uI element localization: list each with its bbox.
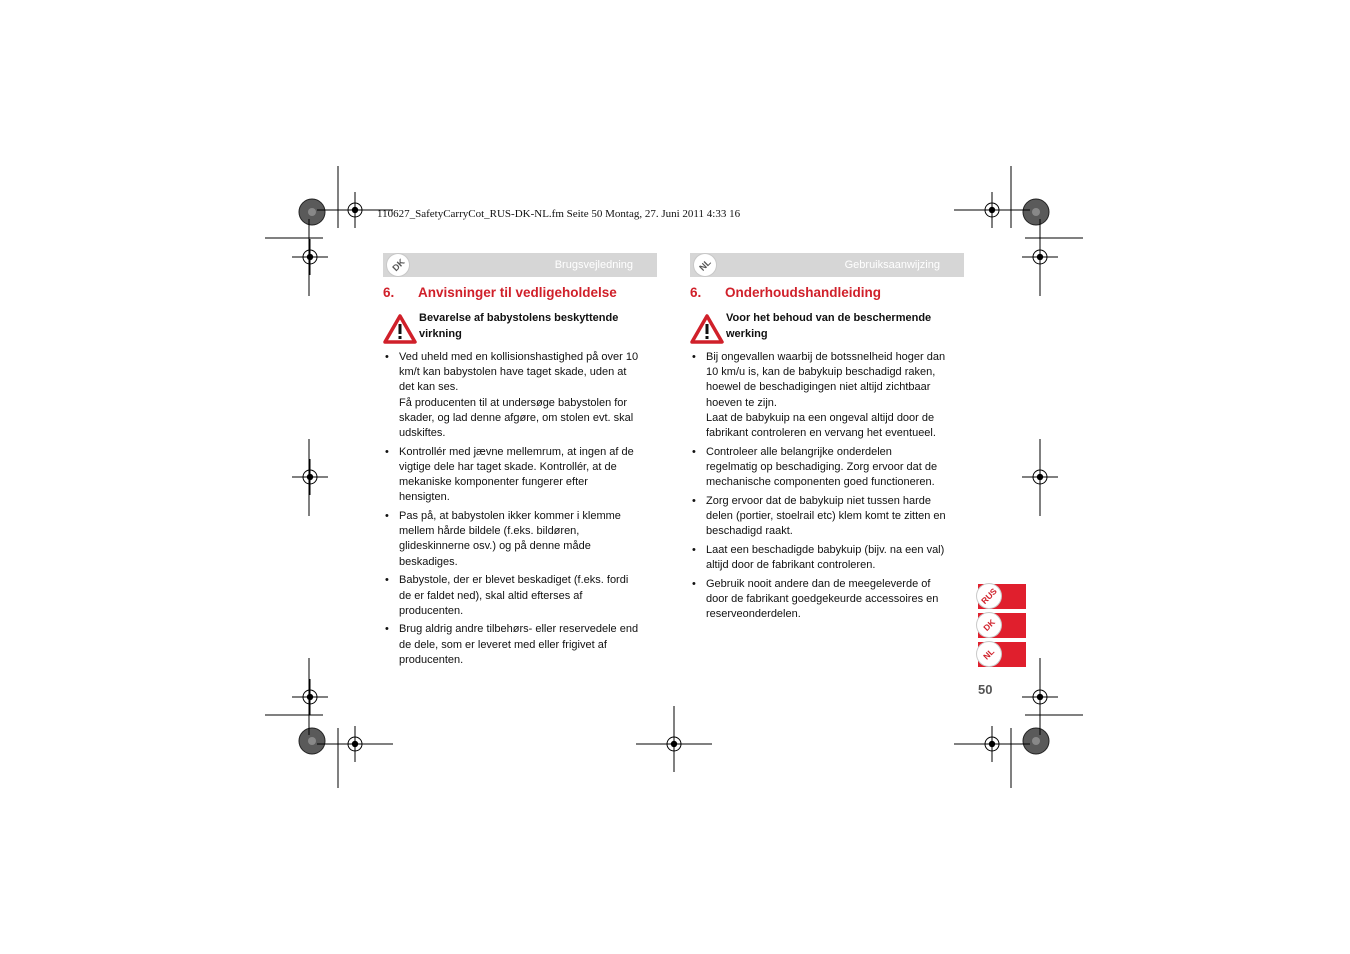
list-item (690, 445, 965, 491)
bar-title: Gebruiksaanwijzing (844, 259, 940, 271)
bullet: • (385, 445, 389, 458)
language-code: RUS (979, 586, 999, 606)
heading-number: 6. (690, 285, 702, 300)
list-item (383, 445, 658, 506)
list-item-text: Zorg ervoor dat de babykuip niet tussen harde delen (portier, stoelrail etc) klem komt te zitten en beschadigd raakt. (706, 494, 946, 538)
language-badge-icon (977, 642, 1001, 666)
instruction-list (690, 350, 965, 622)
list-item-text: Babystole, der er blevet beskadiget (f.eks. fordi de er faldet ned), skal altid efterses af producenten. (399, 574, 629, 617)
language-tab-dk (978, 613, 1026, 638)
bullet: • (692, 351, 696, 363)
list-item (690, 577, 965, 623)
section-heading (383, 285, 658, 300)
heading-number: 6. (383, 285, 395, 300)
warning-triangle-icon (383, 314, 417, 344)
language-code: NL (981, 646, 997, 662)
language-badge-icon (387, 254, 409, 276)
heading-text: Anvisninger til vedligeholdelse (418, 285, 617, 300)
registration-star-icon (1023, 728, 1049, 754)
list-item-text: Ved uheld med en kollisionshastighed på over 10 km/t kan babystolen have taget skade, uden at det kan ses. Få producenten til at undersøge babystolen for skader, og lad denne afgøre, om stolen evt. skal udskiftes. (399, 351, 639, 440)
list-item-text: Pas på, at babystolen ikker kommer i klemme mellem hårde bildele (f.eks. bildøren, glideskinnerne osv.) og på denne måde beskadiges. (399, 510, 621, 568)
bullet: • (692, 494, 696, 507)
list-item-text: Gebruik nooit andere dan de meegeleverde of door de fabrikant goedgekeurde accessoires en reserveonderdelen. (706, 577, 939, 621)
list-item (383, 622, 658, 668)
bullet: • (385, 351, 389, 363)
bullet: • (385, 623, 389, 636)
language-tab-rus (978, 584, 1026, 609)
list-item-text: Bij ongevallen waarbij de botssnelheid hoger dan 10 km/u is, kan de babykuip beschadigd raken, hoewel de beschadigingen niet altijd zichtbaar hoeven te zijn. Laat de babykuip na een ongeval altijd door de fabrikant controleren en vervang het eventueel. (706, 351, 946, 440)
list-item-text: Brug aldrig andre tilbehørs- eller reservedele end de dele, som er leveret med eller frigivet af producenten. (399, 623, 639, 666)
crosshair-icon (292, 239, 328, 275)
warning-block (690, 310, 965, 344)
language-badge-icon (977, 613, 1001, 637)
section-heading (690, 285, 965, 300)
language-tabs (978, 584, 1026, 671)
language-code: DK (389, 256, 407, 274)
page-number: 50 (978, 682, 993, 697)
bullet: • (385, 574, 389, 587)
crosshair-icon (292, 679, 328, 715)
warning-text: Bevarelse af babystolens beskyttende virkning (419, 312, 619, 340)
language-badge-icon (977, 584, 1001, 608)
language-code: NL (697, 257, 713, 273)
list-item (383, 573, 658, 619)
bullet: • (385, 510, 389, 523)
language-code: DK (981, 617, 997, 633)
column-dutch (690, 285, 965, 626)
list-item (690, 494, 965, 540)
warning-triangle-icon (690, 314, 724, 344)
list-item (690, 350, 965, 441)
section-header-bar-left (383, 253, 657, 277)
list-item (383, 350, 658, 441)
column-danish (383, 285, 658, 672)
language-badge-icon (694, 254, 716, 276)
warning-block (383, 310, 658, 344)
registration-star-icon (299, 728, 325, 754)
bullet: • (692, 445, 696, 458)
registration-star-icon (299, 199, 325, 225)
list-item-text: Controleer alle belangrijke onderdelen regelmatig op beschadiging. Zorg ervoor dat de mechanische componenten goed functioneren. (706, 445, 938, 489)
warning-text: Voor het behoud van de beschermende werking (726, 312, 932, 340)
section-header-bar-right (690, 253, 964, 277)
bullet: • (692, 543, 696, 556)
file-info-line: 110627_SafetyCarryCot_RUS-DK-NL.fm Seite 50 Montag, 27. Juni 2011 4:33 16 (377, 208, 741, 220)
registration-star-icon (1023, 199, 1049, 225)
list-item-text: Kontrollér med jævne mellemrum, at ingen af de vigtige dele har taget skade. Kontrollér, at de mekaniske komponenter fungerer efter hensigten. (399, 445, 634, 504)
list-item-text: Laat een beschadigde babykuip (bijv. na een val) altijd door de fabrikant controleren. (706, 543, 945, 572)
list-item (383, 509, 658, 570)
instruction-list (383, 350, 658, 668)
bullet: • (692, 577, 696, 590)
language-tab-nl (978, 642, 1026, 667)
list-item (690, 543, 965, 573)
bar-title: Brugsvejledning (554, 259, 633, 271)
heading-text: Onderhoudshandleiding (725, 285, 881, 300)
crosshair-icon (292, 459, 328, 495)
